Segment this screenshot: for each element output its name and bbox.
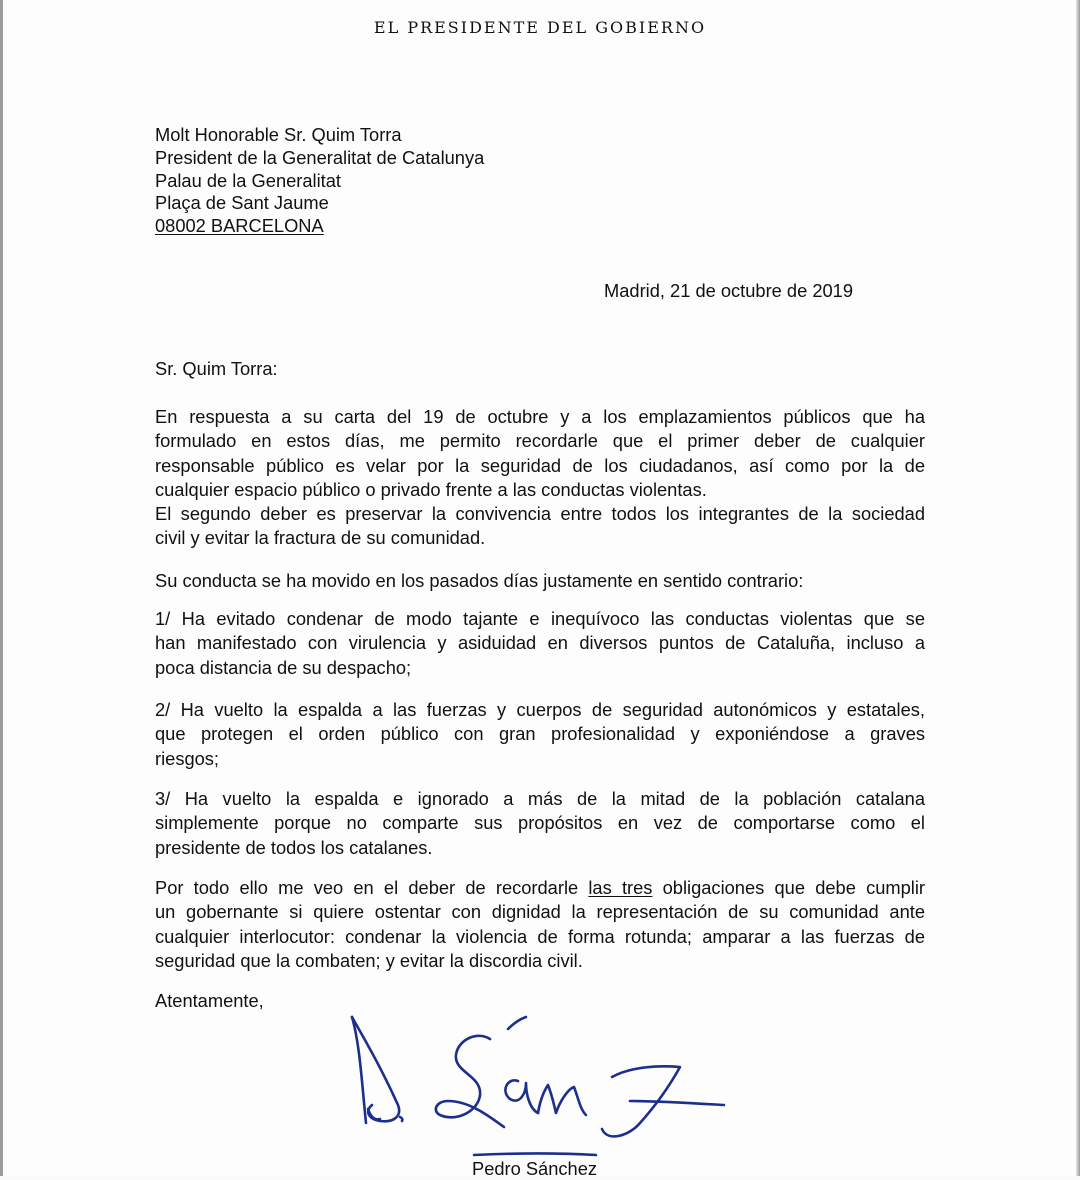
letter-date: Madrid, 21 de octubre de 2019 [604,280,854,301]
recipient-line: Molt Honorable Sr. Quim Torra [155,124,402,145]
text-line: que protegen el orden público con gran profesionalidad y exponiéndose a graves [155,723,925,745]
text-line: 1/ Ha evitado condenar de modo tajante e inequívoco las conductas violentas que se [155,608,925,629]
paragraph-5 [155,787,925,860]
text-line: seguridad que la combaten; y evitar la discordia civil. [155,949,583,971]
text-line: cualquier interlocutor: condenar la violencia de forma rotunda; amparar a las fuerzas de [155,925,925,947]
text-line: simplemente porque no comparte sus propósitos en vez de comportarse como el [155,812,925,834]
recipient-line: Plaça de Sant Jaume [155,192,329,214]
text-line: civil y evitar la fractura de su comunidad. [155,527,486,549]
page-edge-left [0,0,3,1176]
paragraph-6 [155,876,925,973]
closing: Atentamente, [155,990,264,1011]
page-edge-right [1076,0,1080,1176]
paragraph-2 [155,569,925,593]
signer-name: Pedro Sánchez [472,1158,598,1179]
text-line: 2/ Ha vuelto la espalda a las fuerzas y cuerpos de seguridad autonómicos y estatales, [155,699,925,720]
underlined-phrase: las tres [588,877,653,898]
signature-image [340,1005,740,1165]
text-line: formulado en estos días, me permito recordarle que el primer deber de cualquier [155,430,925,452]
text-line: riesgos; [155,747,220,769]
text-line: cualquier espacio público o privado frente a las conductas violentas. [155,478,707,500]
paragraph-4 [155,698,925,771]
text-line: 3/ Ha vuelto la espalda e ignorado a más de la mitad de la población catalana [155,788,925,809]
recipient-postal-city: 08002 BARCELONA [155,215,324,237]
text-line: poca distancia de su despacho; [155,656,412,678]
letterhead: EL PRESIDENTE DEL GOBIERNO [373,18,707,37]
text-segment: Por todo ello me veo en el deber de recordarle [155,877,589,898]
text-line: han manifestado con virulencia y asiduidad en diversos puntos de Cataluña, incluso a [155,632,925,654]
text-line: responsable público es velar por la seguridad de los ciudadanos, así como por la de [155,454,925,476]
text-line: El segundo deber es preservar la convivencia entre todos los integrantes de la sociedad [155,503,925,525]
paragraph-3 [155,607,925,680]
text-line: un gobernante si quiere ostentar con dignidad la representación de su comunidad ante [155,901,925,923]
paragraph-1 [155,405,925,551]
recipient-line: Palau de la Generalitat [155,169,341,191]
recipient-line: President de la Generalitat de Catalunya [155,146,485,168]
recipient-address [155,124,484,238]
text-line [155,876,925,900]
text-line: En respuesta a su carta del 19 de octubre y a los emplazamientos públicos que ha [155,406,925,427]
salutation: Sr. Quim Torra: [155,358,278,379]
text-line: Su conducta se ha movido en los pasados días justamente en sentido contrario: [155,570,804,591]
text-line: presidente de todos los catalanes. [155,836,433,858]
text-segment: obligaciones que debe cumplir [652,877,925,898]
